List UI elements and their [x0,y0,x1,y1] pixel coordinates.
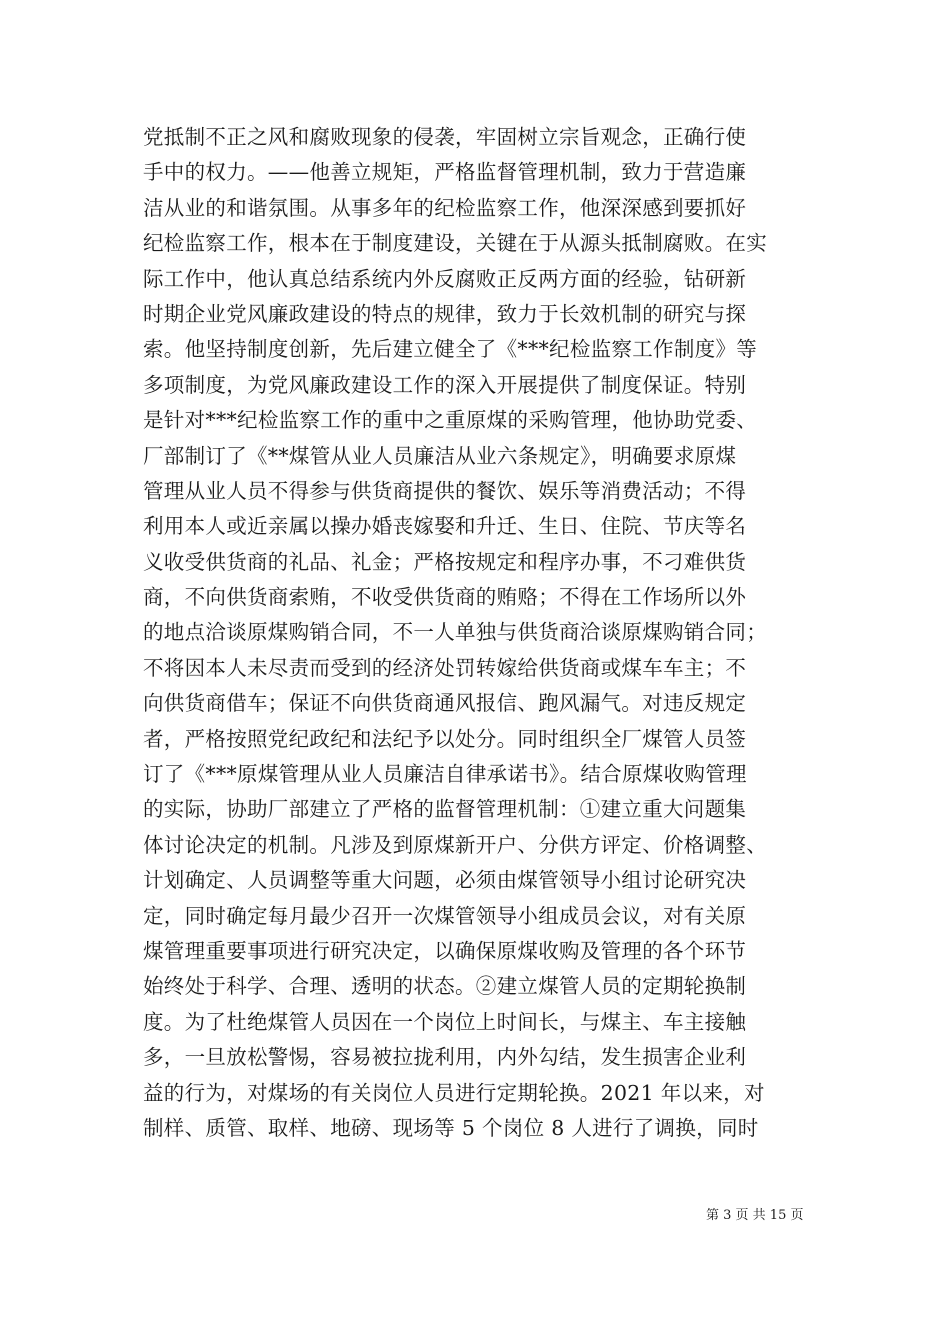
text-line: 订了《***原煤管理从业人员廉洁自律承诺书》。结合原煤收购管理 [143,762,747,787]
text-line: 向供货商借车；保证不向供货商通风报信、跑风漏气。对违反规定 [143,691,747,716]
text-line: 手中的权力。——他善立规矩，严格监督管理机制，致力于营造廉 [143,160,747,185]
text-line: 纪检监察工作，根本在于制度建设，关键在于从源头抵制腐败。在实 [143,231,767,256]
text-line: 体讨论决定的机制。凡涉及到原煤新开户、分供方评定、价格调整、 [143,832,767,857]
text-line: 不将因本人未尽责而受到的经济处罚转嫁给供货商或煤车车主；不 [143,655,747,680]
text-line: 是针对***纪检监察工作的重中之重原煤的采购管理，他协助党委、 [143,408,758,433]
text-line: 党抵制不正之风和腐败现象的侵袭，牢固树立宗旨观念，正确行使 [143,125,747,149]
text-line: 多项制度，为党风廉政建设工作的深入开展提供了制度保证。特别 [143,372,747,397]
text-line: 者，严格按照党纪政纪和法纪予以处分。同时组织全厂煤管人员签 [143,726,747,751]
text-line: 厂部制订了《**煤管从业人员廉洁从业六条规定》，明确要求原煤 [143,443,737,468]
text-line: 度。为了杜绝煤管人员因在一个岗位上时间长，与煤主、车主接触 [143,1009,747,1034]
text-line: 制样、质管、取样、地磅、现场等 5 个岗位 8 人进行了调换，同时 [143,1115,759,1140]
text-line: 煤管理重要事项进行研究决定，以确保原煤收购及管理的各个环节 [143,938,747,963]
text-line: 管理从业人员不得参与供货商提供的餐饮、娱乐等消费活动；不得 [143,478,747,503]
text-line: 的实际，协助厂部建立了严格的监督管理机制：①建立重大问题集 [143,797,747,822]
text-line: 商，不向供货商索贿，不收受供货商的贿赂；不得在工作场所以外 [143,585,747,610]
text-line: 索。他坚持制度创新，先后建立健全了《***纪检监察工作制度》等 [143,337,758,362]
body-paragraph [143,120,823,1146]
text-line: 益的行为，对煤场的有关岗位人员进行定期轮换。2021 年以来，对 [143,1080,765,1105]
text-line: 利用本人或近亲属以操办婚丧嫁娶和升迁、生日、住院、节庆等名 [143,514,747,539]
text-line: 义收受供货商的礼品、礼金；严格按规定和程序办事，不刁难供货 [143,549,747,574]
text-line: 时期企业党风廉政建设的特点的规律，致力于长效机制的研究与探 [143,301,747,326]
text-line: 的地点洽谈原煤购销合同，不一人单独与供货商洽谈原煤购销合同； [143,620,767,645]
text-line: 定，同时确定每月最少召开一次煤管领导小组成员会议，对有关原 [143,903,747,928]
text-line: 多，一旦放松警惕，容易被拉拢利用，内外勾结，发生损害企业利 [143,1045,747,1070]
text-line: 计划确定、人员调整等重大问题，必须由煤管领导小组讨论研究决 [143,868,747,893]
text-line: 始终处于科学、合理、透明的状态。②建立煤管人员的定期轮换制 [143,974,747,999]
page-number-footer: 第 3 页 共 15 页 [706,1208,804,1223]
text-line: 洁从业的和谐氛围。从事多年的纪检监察工作，他深深感到要抓好 [143,195,747,220]
text-line: 际工作中，他认真总结系统内外反腐败正反两方面的经验，钻研新 [143,266,747,291]
